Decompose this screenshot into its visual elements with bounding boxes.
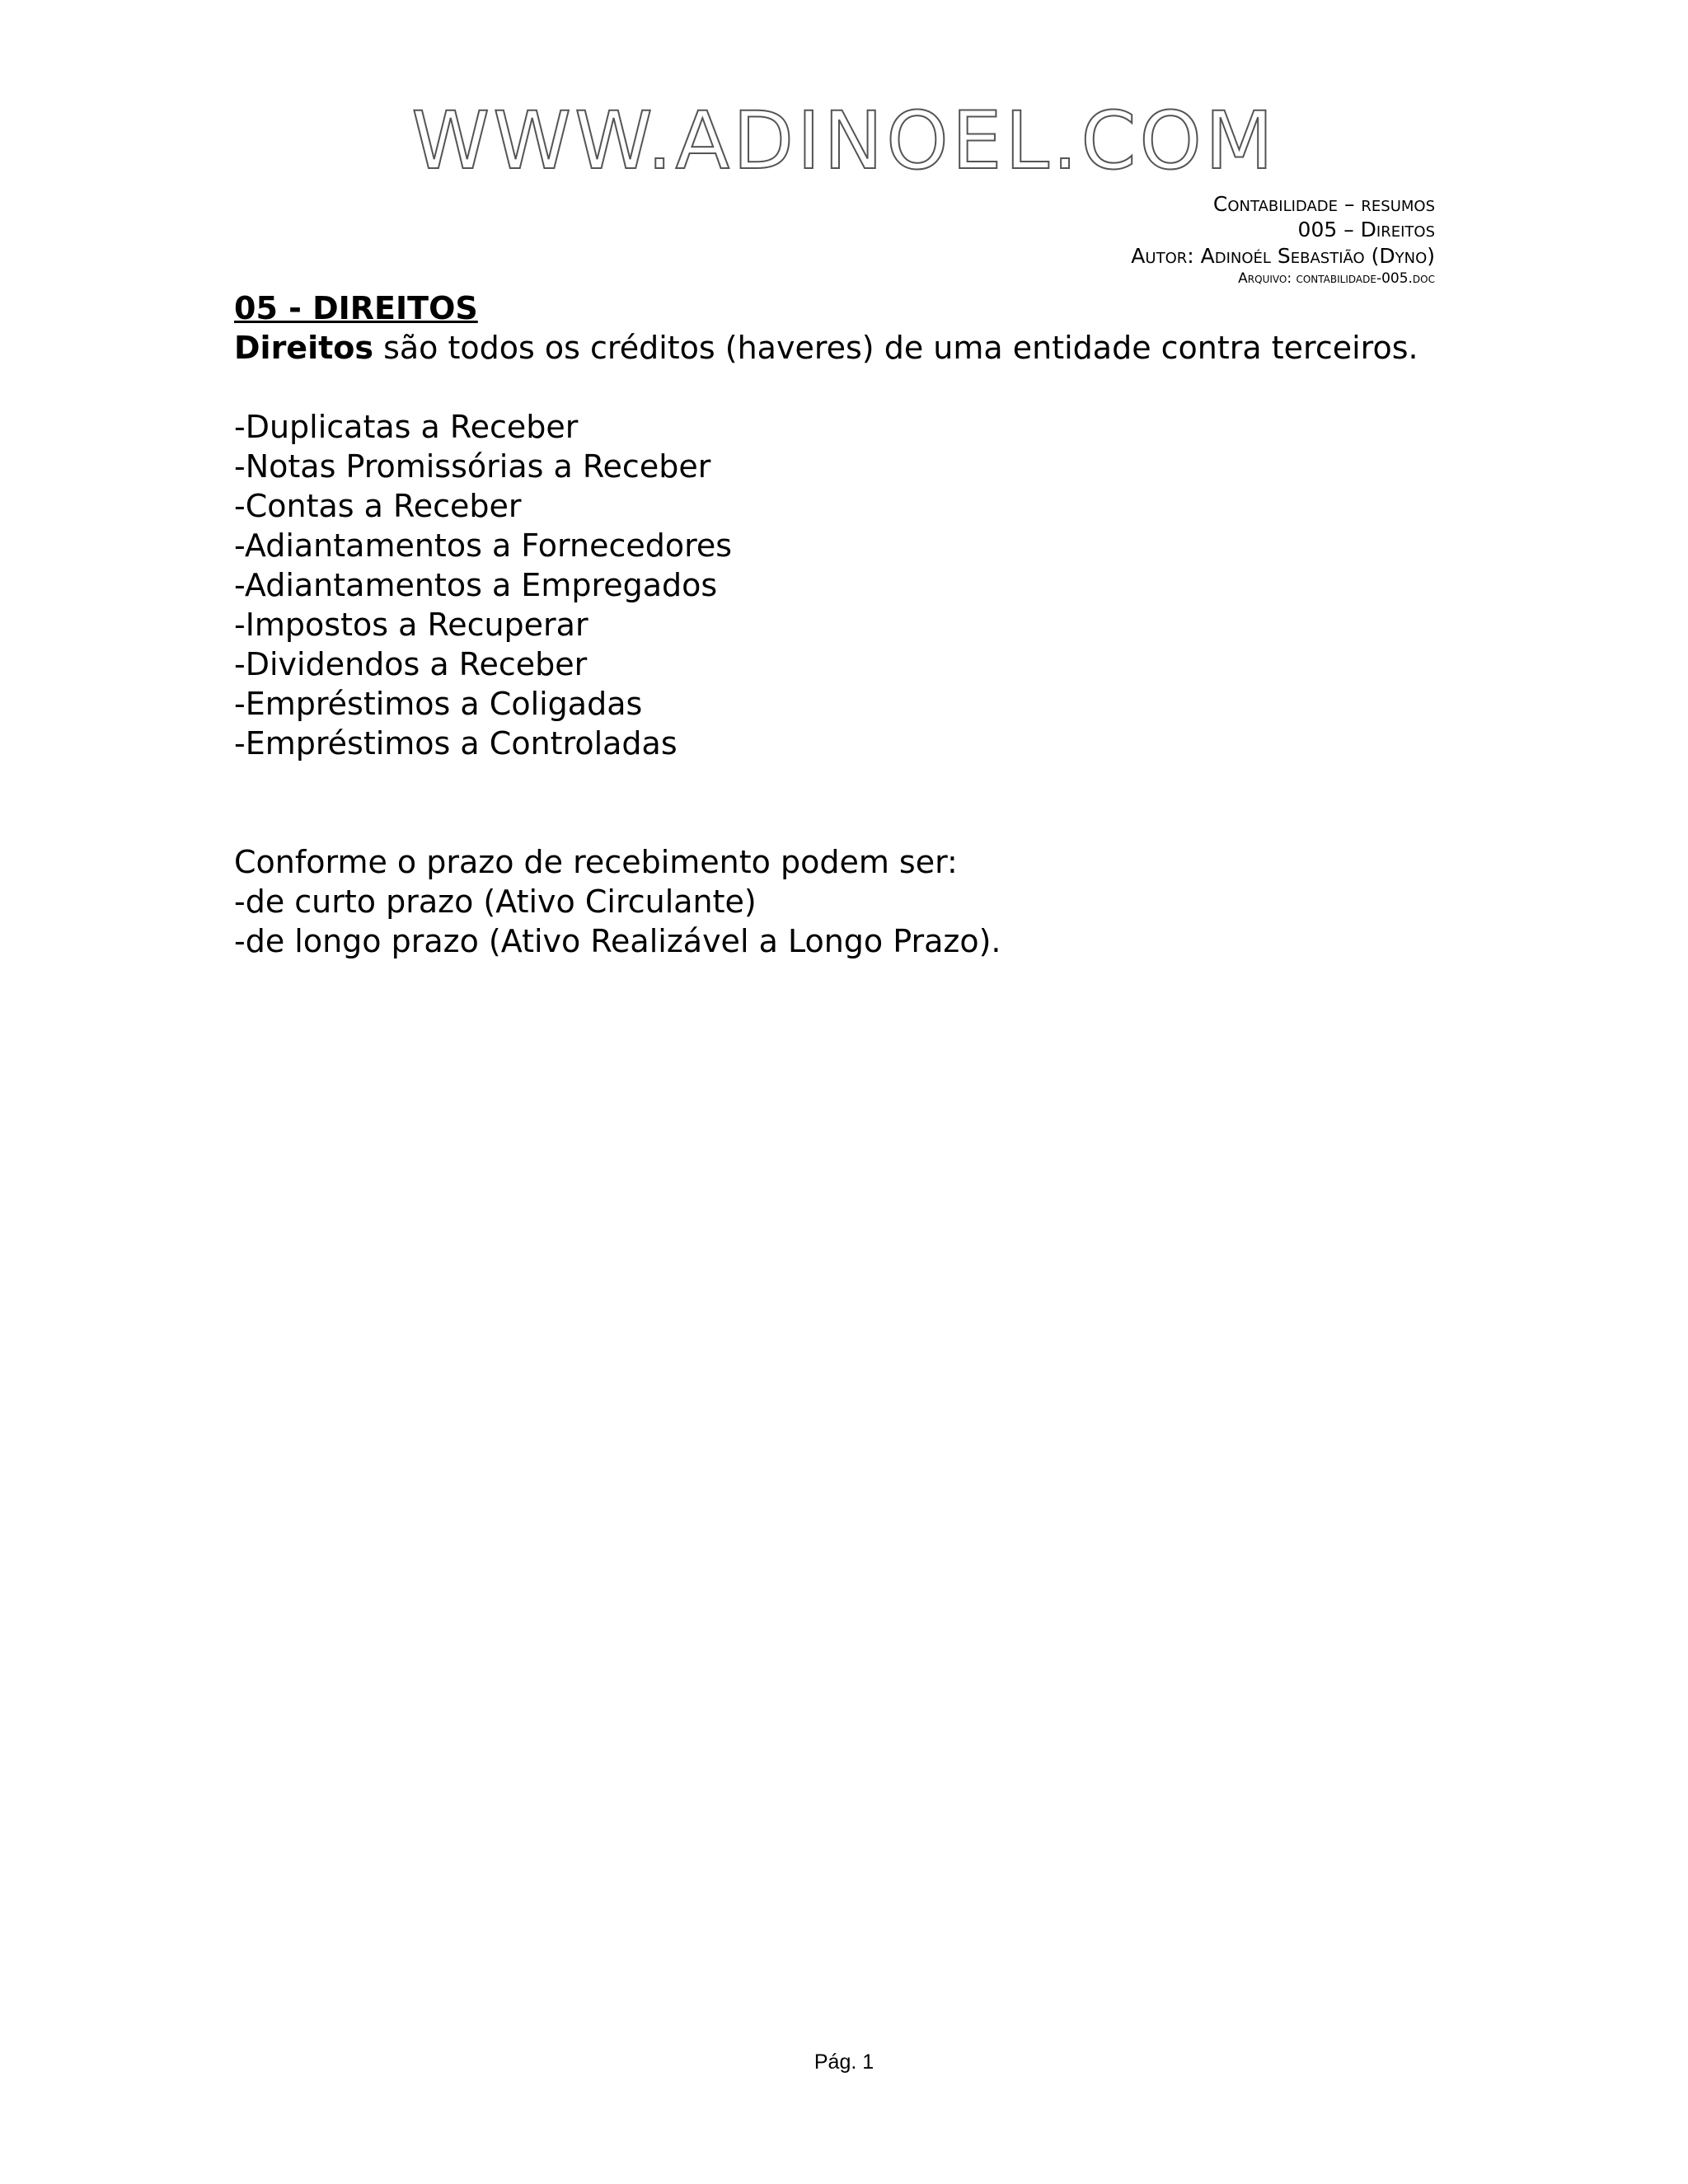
term-long: -de longo prazo (Ativo Realizável a Longo Prazo). <box>234 923 1001 959</box>
terms-intro: Conforme o prazo de recebimento podem ser: <box>234 844 958 880</box>
term-short: -de curto prazo (Ativo Circulante) <box>234 883 757 920</box>
document-header <box>1131 191 1435 288</box>
rights-list <box>234 407 1437 763</box>
list-item: -Empréstimos a Controladas <box>234 725 678 762</box>
intro-text: são todos os créditos (haveres) de uma entidade contra terceiros. <box>373 330 1418 366</box>
intro-term: Direitos <box>234 330 373 366</box>
list-item: -Adiantamentos a Empregados <box>234 567 718 603</box>
terms-section <box>234 842 1437 961</box>
header-file: Arquivo: contabilidade-005.doc <box>1238 269 1435 287</box>
list-item: -Dividendos a Receber <box>234 646 588 682</box>
page-title: 05 - DIREITOS <box>234 290 478 326</box>
list-item: -Adiantamentos a Fornecedores <box>234 527 733 564</box>
page-number: Pág. 1 <box>814 2050 874 2074</box>
list-item: -Duplicatas a Receber <box>234 409 579 445</box>
header-author: Autor: Adinoél Sebastião (Dyno) <box>1131 243 1435 268</box>
list-item: -Contas a Receber <box>234 488 522 524</box>
header-course: Contabilidade – resumos <box>1212 192 1435 216</box>
header-chapter: 005 – Direitos <box>1297 218 1435 242</box>
list-item: -Empréstimos a Coligadas <box>234 686 643 722</box>
document-body <box>234 288 1437 961</box>
website-watermark: WWW.ADINOEL.COM <box>411 95 1277 187</box>
list-item: -Impostos a Recuperar <box>234 607 588 643</box>
intro-paragraph <box>234 328 1437 368</box>
list-item: -Notas Promissórias a Receber <box>234 448 711 485</box>
